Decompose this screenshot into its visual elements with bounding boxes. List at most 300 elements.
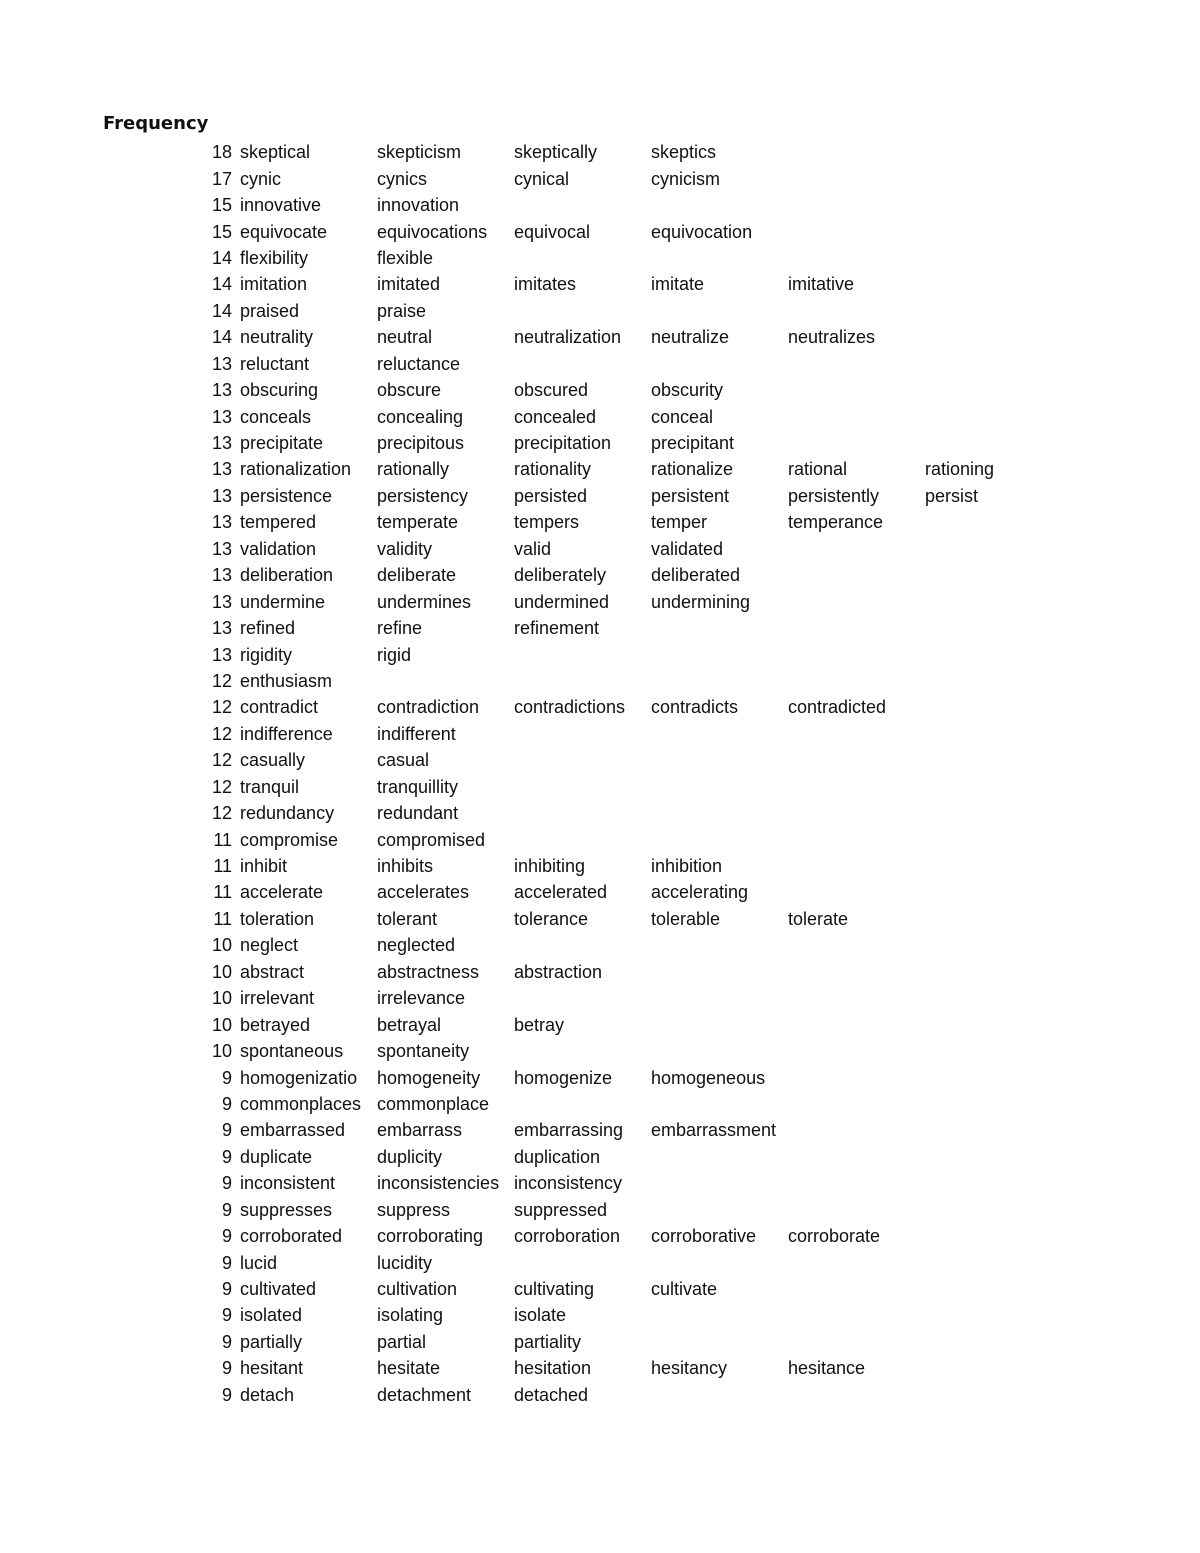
word-form-cell [925,1144,1062,1170]
table-row [190,1117,1062,1143]
word-form-cell: obscurity [651,380,724,401]
table-row [190,562,1062,588]
word-form-cell [514,245,651,271]
table-row [190,1011,1062,1037]
word-form-cell: contradiction [377,697,480,718]
table-row [190,641,1062,667]
word-form-cell [788,1170,925,1196]
word-form-cell: cynics [377,168,428,189]
frequency-cell: 13 [211,565,232,586]
table-row [190,800,1062,826]
word-form-cell: isolate [514,1305,567,1326]
word-form-cell [925,1170,1062,1196]
word-form-cell: detachment [377,1384,472,1405]
word-form-cell: accelerating [651,882,749,903]
word-form-cell [788,403,925,429]
word-form-cell: skeptics [651,142,717,163]
word-form-cell: corroborate [788,1226,881,1247]
word-form-cell: obscure [377,380,442,401]
word-form-cell: tranquillity [377,776,459,797]
word-form-cell [788,879,925,905]
word-form-cell [925,1355,1062,1381]
headword-cell: irrelevant [240,988,315,1009]
word-form-cell: corroboration [514,1226,621,1247]
word-form-cell: deliberate [377,565,457,586]
word-form-cell [514,932,651,958]
word-form-cell: corroborating [377,1226,484,1247]
word-form-cell [925,1011,1062,1037]
frequency-cell: 10 [211,1014,232,1035]
frequency-cell: 13 [211,485,232,506]
word-form-cell: hesitate [377,1358,441,1379]
word-form-cell [788,747,925,773]
headword-cell: compromise [240,829,339,850]
word-form-cell [651,800,788,826]
word-form-cell: precipitous [377,433,465,454]
word-form-cell: equivocations [377,221,488,242]
word-form-cell [514,985,651,1011]
word-form-cell [788,1038,925,1064]
table-row [190,1329,1062,1355]
word-form-cell: hesitancy [651,1358,728,1379]
word-form-cell [788,218,925,244]
word-form-cell [925,588,1062,614]
frequency-cell: 9 [221,1173,232,1194]
word-form-cell [788,562,925,588]
frequency-heading: Frequency [103,113,209,134]
headword-cell: partially [240,1331,303,1352]
word-form-cell: cultivation [377,1279,458,1300]
word-form-cell: neutralize [651,327,730,348]
word-form-cell [788,774,925,800]
word-form-cell [651,932,788,958]
word-form-cell: validity [377,538,433,559]
headword-cell: imitation [240,274,308,295]
table-row [190,1091,1062,1117]
word-form-cell [514,298,651,324]
table-row [190,668,1062,694]
word-form-cell: praise [377,300,427,321]
headword-cell: embarrassed [240,1120,346,1141]
word-form-cell [651,959,788,985]
word-form-cell [925,879,1062,905]
word-form-cell [788,377,925,403]
word-form-cell [925,721,1062,747]
table-row [190,139,1062,165]
headword-cell: inconsistent [240,1173,336,1194]
frequency-cell: 13 [211,380,232,401]
word-form-cell [925,668,1062,694]
frequency-cell: 14 [211,327,232,348]
word-form-cell: isolating [377,1305,444,1326]
frequency-cell: 9 [221,1093,232,1114]
word-form-cell [788,1011,925,1037]
table-row [190,351,1062,377]
word-form-cell: casual [377,750,430,771]
table-row [190,1382,1062,1408]
word-form-cell: cultivate [651,1279,718,1300]
word-form-cell [514,1091,651,1117]
word-form-cell [925,1276,1062,1302]
table-row [190,1249,1062,1275]
word-form-cell: duplication [514,1146,601,1167]
table-row [190,906,1062,932]
frequency-cell: 11 [213,829,232,850]
frequency-cell: 9 [221,1146,232,1167]
word-form-cell: persistently [788,485,880,506]
word-form-cell [925,853,1062,879]
headword-cell: reluctant [240,353,310,374]
word-form-cell [651,1144,788,1170]
word-frequency-rows [190,139,1062,1408]
word-form-cell: irrelevance [377,988,466,1009]
table-row [190,192,1062,218]
word-form-cell: tolerable [651,908,721,929]
word-form-cell [651,668,788,694]
frequency-cell: 9 [221,1279,232,1300]
headword-cell: deliberation [240,565,334,586]
word-form-cell [925,536,1062,562]
word-form-cell: compromised [377,829,486,850]
word-form-cell: persist [925,485,979,506]
table-row [190,1197,1062,1223]
frequency-cell: 15 [211,195,232,216]
word-form-cell [925,351,1062,377]
table-row [190,588,1062,614]
word-form-cell [788,1064,925,1090]
word-form-cell: concealed [514,406,597,427]
word-form-cell: detached [514,1384,589,1405]
word-form-cell [925,826,1062,852]
word-form-cell: accelerates [377,882,470,903]
word-form-cell [925,271,1062,297]
frequency-cell: 11 [213,882,232,903]
word-form-cell: persistency [377,485,469,506]
table-row [190,456,1062,482]
word-form-cell: persisted [514,485,588,506]
table-row [190,747,1062,773]
table-row [190,1064,1062,1090]
frequency-cell: 10 [211,961,232,982]
word-form-cell [651,985,788,1011]
word-form-cell: abstraction [514,961,603,982]
word-form-cell: cynical [514,168,570,189]
word-form-cell [788,245,925,271]
word-form-cell [788,430,925,456]
word-form-cell [788,1382,925,1408]
word-form-cell [788,1249,925,1275]
word-form-cell [925,139,1062,165]
frequency-cell: 9 [221,1199,232,1220]
word-form-cell [651,298,788,324]
word-form-cell: betray [514,1014,565,1035]
word-form-cell [925,906,1062,932]
frequency-cell: 12 [211,670,232,691]
word-frequency-table [190,139,1062,1408]
table-row [190,430,1062,456]
word-form-cell [651,641,788,667]
table-row [190,1170,1062,1196]
word-form-cell: deliberated [651,565,741,586]
word-form-cell [925,615,1062,641]
word-form-cell [788,1091,925,1117]
frequency-cell: 14 [211,300,232,321]
word-form-cell [788,800,925,826]
word-form-cell: tempers [514,512,580,533]
frequency-cell: 9 [221,1252,232,1273]
word-form-cell: equivocal [514,221,591,242]
word-form-cell [651,1382,788,1408]
word-form-cell [651,245,788,271]
word-form-cell [788,192,925,218]
frequency-cell: 13 [211,353,232,374]
word-form-cell: inhibits [377,856,434,877]
word-form-cell [651,1170,788,1196]
table-row [190,615,1062,641]
frequency-cell: 12 [211,723,232,744]
word-form-cell: neglected [377,935,456,956]
word-form-cell: tolerance [514,908,589,929]
table-row [190,483,1062,509]
word-form-cell [925,562,1062,588]
word-form-cell [514,1038,651,1064]
word-form-cell [788,932,925,958]
word-form-cell [925,1038,1062,1064]
word-form-cell: refinement [514,618,600,639]
headword-cell: contradict [240,697,319,718]
headword-cell: persistence [240,485,333,506]
word-form-cell [925,774,1062,800]
frequency-cell: 9 [221,1120,232,1141]
word-form-cell: suppressed [514,1199,608,1220]
word-form-cell: skeptically [514,142,598,163]
word-form-cell: undermining [651,591,751,612]
word-form-cell: redundant [377,803,459,824]
word-form-cell: neutralization [514,327,622,348]
table-row [190,932,1062,958]
frequency-cell: 14 [211,274,232,295]
word-form-cell: contradicts [651,697,739,718]
word-form-cell: equivocation [651,221,753,242]
frequency-cell: 15 [211,221,232,242]
word-form-cell: corroborative [651,1226,757,1247]
word-form-cell [788,298,925,324]
table-row [190,1038,1062,1064]
word-form-cell [651,721,788,747]
word-form-cell [925,509,1062,535]
word-form-cell: validated [651,538,724,559]
word-form-cell: tolerate [788,908,849,929]
frequency-cell: 10 [211,935,232,956]
frequency-cell: 11 [213,856,232,877]
word-form-cell [925,1117,1062,1143]
word-form-cell [514,774,651,800]
word-form-cell: valid [514,538,552,559]
table-row [190,985,1062,1011]
word-form-cell: contradicted [788,697,887,718]
headword-cell: detach [240,1384,295,1405]
word-form-cell [788,826,925,852]
frequency-cell: 13 [211,591,232,612]
frequency-cell: 10 [211,988,232,1009]
frequency-cell: 13 [211,406,232,427]
headword-cell: neglect [240,935,299,956]
headword-cell: tempered [240,512,317,533]
word-form-cell: homogenize [514,1067,613,1088]
word-form-cell: inconsistencies [377,1173,500,1194]
word-form-cell: reluctance [377,353,461,374]
frequency-cell: 13 [211,618,232,639]
table-row [190,403,1062,429]
word-form-cell: undermines [377,591,472,612]
word-form-cell [925,1197,1062,1223]
headword-cell: inhibit [240,856,288,877]
table-row [190,694,1062,720]
frequency-cell: 13 [211,433,232,454]
table-row [190,774,1062,800]
headword-cell: cultivated [240,1279,317,1300]
word-form-cell [651,1249,788,1275]
word-form-cell: temperate [377,512,459,533]
table-row [190,536,1062,562]
table-row [190,1144,1062,1170]
word-form-cell: embarrassment [651,1120,777,1141]
word-form-cell [925,165,1062,191]
word-form-cell [514,826,651,852]
word-form-cell: spontaneity [377,1041,470,1062]
word-form-cell [925,218,1062,244]
word-form-cell: cultivating [514,1279,595,1300]
word-form-cell [651,747,788,773]
word-form-cell: imitative [788,274,855,295]
word-form-cell: hesitance [788,1358,866,1379]
table-row [190,1223,1062,1249]
word-form-cell: accelerated [514,882,608,903]
word-form-cell: imitates [514,274,577,295]
word-form-cell: lucidity [377,1252,433,1273]
word-form-cell [788,641,925,667]
frequency-cell: 12 [211,776,232,797]
word-form-cell: temper [651,512,708,533]
word-form-cell: partial [377,1331,427,1352]
word-form-cell [925,985,1062,1011]
word-form-cell: inconsistency [514,1173,623,1194]
frequency-cell: 12 [211,750,232,771]
word-form-cell [925,298,1062,324]
headword-cell: casually [240,750,306,771]
word-form-cell: contradictions [514,697,626,718]
frequency-cell: 13 [211,538,232,559]
word-form-cell [377,668,514,694]
frequency-cell: 13 [211,644,232,665]
word-form-cell [925,1091,1062,1117]
word-form-cell: rigid [377,644,412,665]
table-row [190,324,1062,350]
word-form-cell [651,826,788,852]
headword-cell: validation [240,538,317,559]
word-form-cell [925,192,1062,218]
word-form-cell [925,1249,1062,1275]
word-form-cell: cynicism [651,168,721,189]
word-form-cell [788,668,925,694]
headword-cell: lucid [240,1252,278,1273]
frequency-cell: 9 [221,1067,232,1088]
headword-cell: isolated [240,1305,303,1326]
headword-cell: praised [240,300,300,321]
word-form-cell [651,1091,788,1117]
word-form-cell [925,430,1062,456]
word-form-cell: conceal [651,406,714,427]
word-form-cell: neutral [377,327,433,348]
word-form-cell [651,192,788,218]
word-form-cell: imitate [651,274,705,295]
headword-cell: refined [240,618,296,639]
word-form-cell: undermined [514,591,610,612]
table-row [190,377,1062,403]
frequency-cell: 9 [221,1331,232,1352]
headword-cell: cynic [240,168,282,189]
headword-cell: indifference [240,723,333,744]
word-form-cell: flexible [377,247,434,268]
word-form-cell: partiality [514,1331,582,1352]
word-form-cell: deliberately [514,565,607,586]
word-form-cell [925,245,1062,271]
word-form-cell [788,139,925,165]
word-form-cell: innovation [377,195,460,216]
word-form-cell [925,959,1062,985]
frequency-cell: 10 [211,1041,232,1062]
frequency-cell: 17 [211,168,232,189]
headword-cell: hesitant [240,1358,304,1379]
headword-cell: tranquil [240,776,300,797]
word-form-cell: tolerant [377,908,438,929]
word-form-cell [788,165,925,191]
word-form-cell: refine [377,618,423,639]
frequency-cell: 12 [211,803,232,824]
word-form-cell: persistent [651,485,730,506]
table-row [190,1302,1062,1328]
word-form-cell [651,615,788,641]
table-row [190,298,1062,324]
word-form-cell [651,1329,788,1355]
headword-cell: rationalization [240,459,352,480]
headword-cell: obscuring [240,380,319,401]
headword-cell: homogenizatio [240,1067,358,1088]
word-form-cell [788,959,925,985]
headword-cell: redundancy [240,803,335,824]
word-form-cell: precipitant [651,433,735,454]
word-form-cell: rational [788,459,848,480]
word-form-cell [514,1249,651,1275]
word-form-cell [925,694,1062,720]
word-form-cell: embarrassing [514,1120,624,1141]
word-form-cell: hesitation [514,1358,592,1379]
frequency-cell: 13 [211,512,232,533]
word-form-cell: skepticism [377,142,462,163]
word-form-cell [788,853,925,879]
frequency-cell: 9 [221,1305,232,1326]
word-form-cell: imitated [377,274,441,295]
table-row [190,826,1062,852]
table-row [190,1355,1062,1381]
word-form-cell [925,800,1062,826]
headword-cell: equivocate [240,221,328,242]
word-form-cell [514,192,651,218]
word-form-cell [788,1329,925,1355]
word-form-cell: homogeneous [651,1067,766,1088]
headword-cell: enthusiasm [240,670,333,691]
word-form-cell [925,1382,1062,1408]
